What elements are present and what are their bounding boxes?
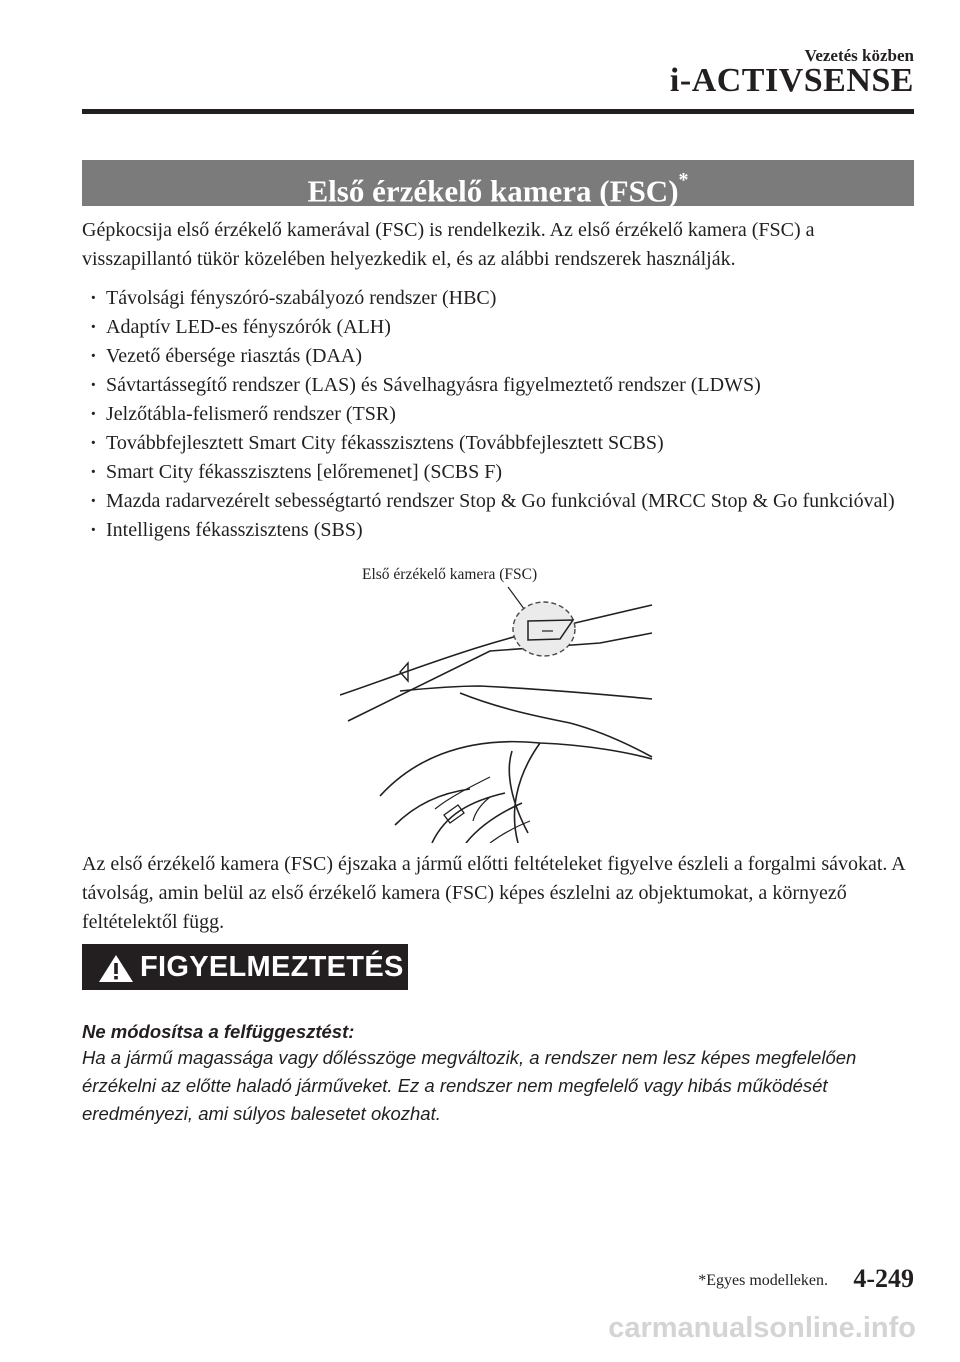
topic-banner xyxy=(82,160,914,209)
optional-equipment-mark: * xyxy=(678,169,689,191)
list-item: · Távolsági fényszóró-szabályozó rendszer (HBC) xyxy=(82,284,922,313)
page-number: 4-249 xyxy=(853,1264,914,1293)
intro-paragraph: Gépkocsija első érzékelő kamerával (FSC) is rendelkezik. Az első érzékelő kamera (FSC) a visszapillantó tükör közelében helyezkedik el, és az alábbi rendszerek használják. xyxy=(82,219,815,270)
footnote: *Egyes modelleken. xyxy=(698,1272,828,1289)
watermark: carmanualsonline.info xyxy=(608,1312,916,1344)
warning-label: FIGYELMEZTETÉS xyxy=(140,951,404,983)
list-item: · Mazda radarvezérelt sebességtartó rendszer Stop & Go funkcióval (MRCC Stop & Go funkcióval) xyxy=(82,487,922,516)
list-item: · Vezető ébersége riasztás (DAA) xyxy=(82,342,922,371)
header-rule xyxy=(82,109,914,114)
list-item: · Intelligens fékasszisztens (SBS) xyxy=(82,516,922,545)
figure-callout-label: Első érzékelő kamera (FSC) xyxy=(362,566,538,583)
section-title: Vezetés közben xyxy=(804,46,914,65)
list-item: · Adaptív LED-es fényszórók (ALH) xyxy=(82,313,922,342)
list-item: · Smart City fékasszisztens [előremenet] (SCBS F) xyxy=(82,458,922,487)
after-figure-paragraph: Az első érzékelő kamera (FSC) éjszaka a jármű előtti feltételeket figyelve észleli a forgalmi sávokat. A távolság, amin belül az első érzékelő kamera (FSC) képes észlelni az objektumokat, a környező feltételektől függ. xyxy=(82,853,905,933)
list-item: · Továbbfejlesztett Smart City fékasszisztens (Továbbfejlesztett SCBS) xyxy=(82,429,922,458)
systems-list xyxy=(82,284,922,545)
warning-banner xyxy=(82,944,408,990)
chapter-title: i-ACTIVSENSE xyxy=(669,62,914,99)
topic-title: Első érzékelő kamera (FSC) xyxy=(307,173,679,209)
list-item: · Sávtartássegítő rendszer (LAS) és Sávelhagyásra figyelmeztető rendszer (LDWS) xyxy=(82,371,922,400)
warning-title: Ne módosítsa a felfüggesztést: xyxy=(82,1021,355,1042)
warning-body: Ha a jármű magassága vagy dőlésszöge megváltozik, a rendszer nem lesz képes megfelelően érzékelni az előtte haladó járműveket. Ez a rendszer nem megfelelő vagy hibás működését eredményezi, ami súlyos balesetet okozhat. xyxy=(82,1047,857,1124)
warning-triangle-icon xyxy=(98,953,134,983)
list-item: · Jelzőtábla-felismerő rendszer (TSR) xyxy=(82,400,922,429)
windshield-camera-illustration xyxy=(340,583,660,843)
